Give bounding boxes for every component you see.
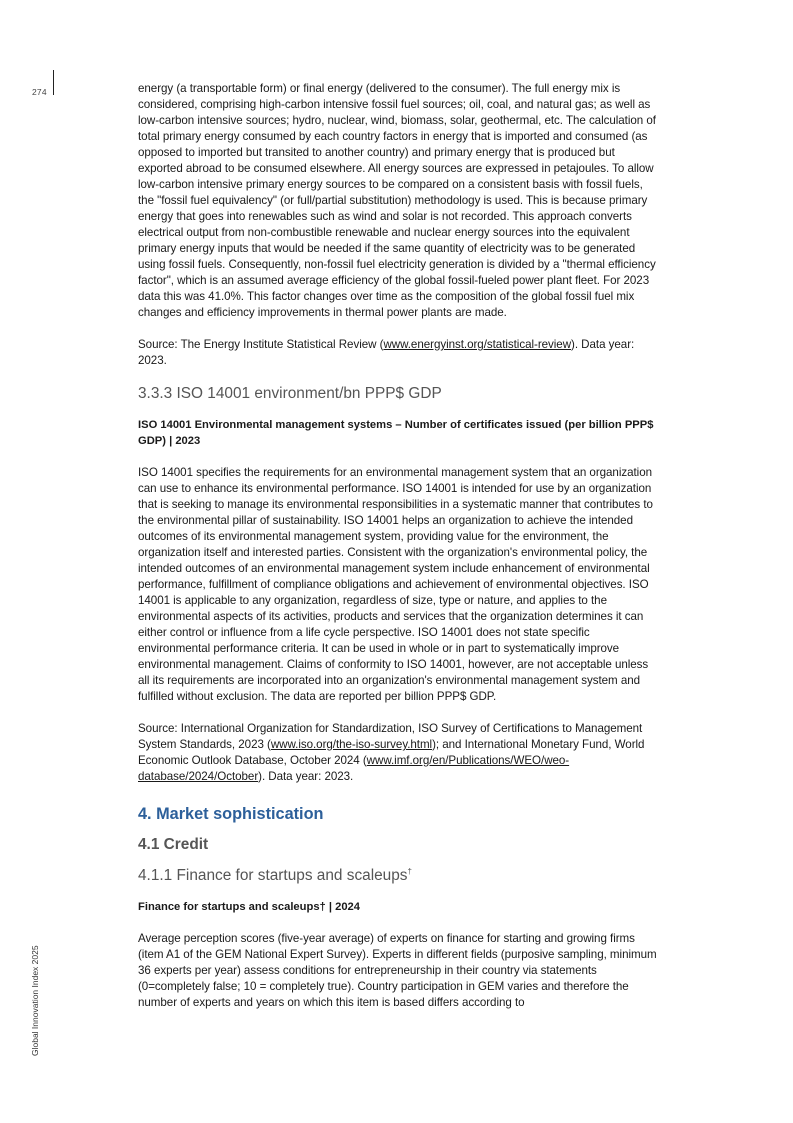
imf-weo-link[interactable]: www.imf.org/en/Publications/WEO/weo-database/2024/October <box>138 754 570 783</box>
finance-startups-description: Average perception scores (five-year average) of experts on finance for starting and growing firms (item A1 of the GEM National Expert Survey). Experts in different fields (purposive sampling, minimum 36 experts per year) assess conditions for entrepreneurship in their country via statements (0=completely false; 10 = completely true). Country participation in GEM varies and therefore the number of experts and years on which this item is based differs according to <box>138 932 657 1009</box>
sub-pillar-heading-credit: 4.1 Credit <box>138 836 209 853</box>
iso-source-suffix: ). Data year: 2023. <box>258 770 354 783</box>
indicator-heading-finance-startups <box>138 866 658 886</box>
dagger-mark: † <box>407 866 412 876</box>
margin-rule <box>53 70 54 95</box>
indicator-heading-text: 4.1.1 Finance for startups and scaleups <box>138 867 408 884</box>
pillar-heading-market-sophistication: 4. Market sophistication <box>138 805 324 823</box>
energy-source-suffix: ). Data year: 2023. <box>138 338 635 367</box>
indicator-title-finance-startups: Finance for startups and scaleups† | 2024 <box>138 901 360 913</box>
iso-source-prefix: Source: International Organization for Standardization, ISO Survey of Certifications to Management System Standards, 2023 ( <box>138 722 643 751</box>
section-heading-iso14001: 3.3.3 ISO 14001 environment/bn PPP$ GDP <box>138 385 442 402</box>
intro-paragraph: energy (a transportable form) or final energy (delivered to the consumer). The full energy mix is considered, comprising high-carbon intensive fossil fuel sources; oil, coal, and natural gas; as well as low-carbon intensive sources; hydro, nuclear, wind, biomass, solar, geothermal, etc. The calculation of total primary energy consumed by each country factors in energy that is imported and consumed (as opposed to imported but transited to another country) and primary energy that is produced but exported abroad to be consumed elsewhere. All energy sources are expressed in petajoules. To allow low-carbon intensive primary energy sources to be compared on a consistent basis with fossil fuels, the "fossil fuel equivalency" (or full/partial substitution) methodology is used. This is because primary energy that goes into renewables such as wind and solar is not recorded. This approach converts electrical output from non-combustible renewable and nuclear energy sources into the equivalent primary energy inputs that would be needed if the same quantity of electricity was to be generated using fossil fuels. Consequently, non-fossil fuel electricity generation is divided by a "thermal efficiency factor", which is an assumed average efficiency of the global fossil-fueled power plant fleet. For 2023 data this was 41.0%. This factor changes over time as the composition of the global fossil fuel mix changes and efficiency improvements in thermal power plants are made. <box>138 82 656 319</box>
iso14001-description: ISO 14001 specifies the requirements for an environmental management system that an organization can use to enhance its environmental performance. ISO 14001 is intended for use by an organization that is seeking to manage its environmental responsibilities in a systematic manner that contributes to the environmental pillar of sustainability. ISO 14001 helps an organization to achieve the intended outcomes of its environmental management system, providing value for the environment, the organization itself and interested parties. Consistent with the organization's environmental policy, the intended outcomes of an environmental management system include enhancement of environmental performance, fulfillment of compliance obligations and achievement of environmental objectives. ISO 14001 is applicable to any organization, regardless of size, type or nature, and applies to the environmental aspects of its activities, products and services that the organization determines it can either control or influence from a life cycle perspective. ISO 14001 does not state specific environmental performance criteria. It can be used in whole or in part to systematically improve environmental management. Claims of conformity to ISO 14001, however, are not acceptable unless all its requirements are incorporated into an organization's environmental management system and fulfilled without exclusion. The data are reported per billion PPP$ GDP. <box>138 466 653 703</box>
energy-source-prefix: Source: The Energy Institute Statistical Review ( <box>138 338 384 351</box>
iso-survey-link[interactable]: www.iso.org/the-iso-survey.html <box>270 738 433 751</box>
side-label: Global Innovation Index 2025 <box>30 945 40 1056</box>
page-content <box>138 81 658 1011</box>
indicator-title-iso14001: ISO 14001 Environmental management systems – Number of certificates issued (per billion PPP$ GDP) | 2023 <box>138 419 654 447</box>
iso14001-source-note <box>138 721 658 785</box>
energy-source-note <box>138 337 658 369</box>
iso-source-middle: ); and International Monetary Fund, World Economic Outlook Database, October 2024 ( <box>138 738 645 767</box>
energyinst-link[interactable]: www.energyinst.org/statistical-review <box>383 338 572 351</box>
page-number: 274 <box>32 87 47 97</box>
